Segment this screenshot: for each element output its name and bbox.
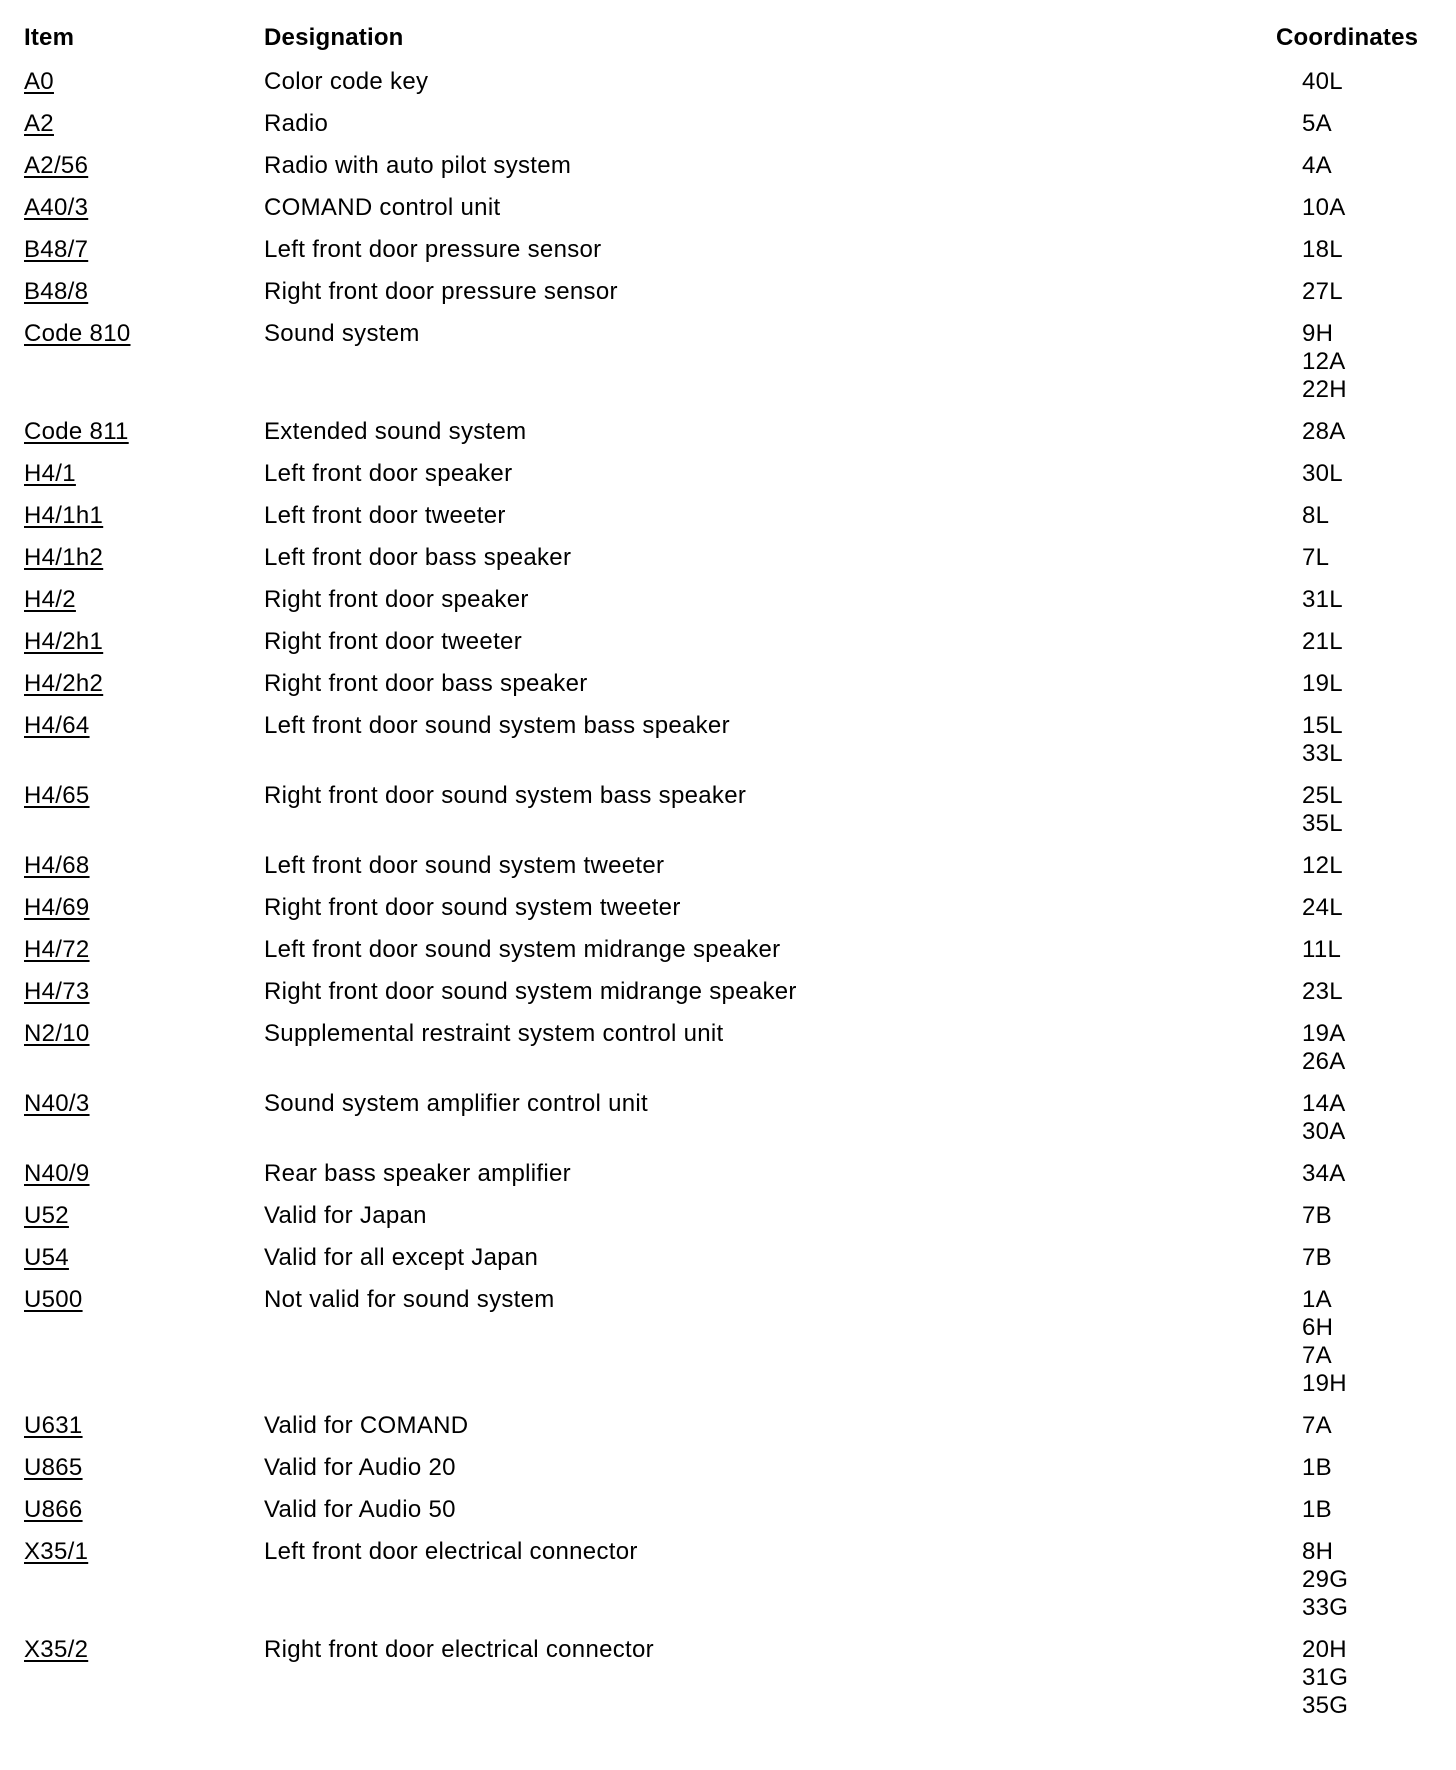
designation-cell: Right front door bass speaker	[264, 670, 588, 697]
item-link[interactable]: H4/68	[24, 852, 90, 879]
table-row	[24, 268, 1434, 310]
coordinate-value: 1A	[1302, 1286, 1332, 1313]
designation-cell: Extended sound system	[264, 418, 527, 445]
designation-cell: Valid for Audio 50	[264, 1496, 456, 1523]
table-row	[24, 142, 1434, 184]
coordinate-value: 5A	[1302, 110, 1332, 137]
coordinate-value: 7B	[1302, 1244, 1332, 1271]
coordinates-cell	[1276, 1192, 1434, 1234]
designation-cell: Right front door sound system midrange speaker	[264, 978, 797, 1005]
coordinate-value: 21L	[1302, 628, 1343, 655]
coordinate-value: 24L	[1302, 894, 1343, 921]
coordinate-value: 27L	[1302, 278, 1343, 305]
item-link[interactable]: B48/8	[24, 278, 89, 305]
item-link[interactable]: A2/56	[24, 152, 89, 179]
coordinates-cell	[1276, 1150, 1434, 1192]
item-cell	[24, 268, 264, 310]
coordinates-cell	[1276, 226, 1434, 268]
coordinates-cell	[1276, 1444, 1434, 1486]
coordinate-value: 6H	[1302, 1314, 1334, 1341]
coordinates-cell	[1276, 1626, 1434, 1724]
coordinate-value: 31G	[1302, 1664, 1349, 1691]
item-cell	[24, 408, 264, 450]
coordinate-value: 10A	[1302, 194, 1346, 221]
coordinate-value: 7A	[1302, 1342, 1332, 1369]
header-item: Item	[24, 24, 75, 51]
table-row	[24, 1402, 1434, 1444]
table-row	[24, 618, 1434, 660]
designation-cell: Left front door speaker	[264, 460, 513, 487]
coordinates-cell	[1276, 184, 1434, 226]
coordinates-cell	[1276, 100, 1434, 142]
item-link[interactable]: U54	[24, 1244, 69, 1271]
coordinates-cell	[1276, 310, 1434, 408]
item-link[interactable]: H4/2h2	[24, 670, 104, 697]
designation-cell: Right front door speaker	[264, 586, 529, 613]
coordinates-cell	[1276, 1276, 1434, 1402]
item-cell	[24, 226, 264, 268]
coordinate-value: 1B	[1302, 1454, 1332, 1481]
coordinate-value: 14A	[1302, 1090, 1346, 1117]
table-body	[24, 56, 1434, 1724]
table-row	[24, 184, 1434, 226]
header-row	[24, 24, 1434, 56]
table-row	[24, 100, 1434, 142]
item-cell	[24, 1234, 264, 1276]
table-row	[24, 926, 1434, 968]
designation-cell: Valid for COMAND	[264, 1412, 469, 1439]
coordinates-cell	[1276, 884, 1434, 926]
item-link[interactable]: H4/72	[24, 936, 90, 963]
item-cell	[24, 450, 264, 492]
table-row	[24, 1080, 1434, 1150]
coordinate-value: 8H	[1302, 1538, 1334, 1565]
table-row	[24, 56, 1434, 100]
item-cell	[24, 100, 264, 142]
item-cell	[24, 1276, 264, 1402]
coordinate-value: 33L	[1302, 740, 1343, 767]
item-link[interactable]: H4/2h1	[24, 628, 104, 655]
item-link[interactable]: U866	[24, 1496, 83, 1523]
item-link[interactable]: H4/69	[24, 894, 90, 921]
coordinate-value: 26A	[1302, 1048, 1346, 1075]
item-link[interactable]: H4/1h2	[24, 544, 104, 571]
coordinate-value: 7B	[1302, 1202, 1332, 1229]
item-link[interactable]: A0	[24, 68, 54, 95]
item-link[interactable]: H4/64	[24, 712, 90, 739]
item-cell	[24, 1486, 264, 1528]
coordinate-value: 12L	[1302, 852, 1343, 879]
coordinate-value: 22H	[1302, 376, 1347, 403]
coordinate-value: 35L	[1302, 810, 1343, 837]
coordinate-value: 28A	[1302, 418, 1346, 445]
coordinate-value: 35G	[1302, 1692, 1349, 1719]
table-row	[24, 1150, 1434, 1192]
coordinates-cell	[1276, 660, 1434, 702]
item-cell	[24, 1528, 264, 1626]
item-cell	[24, 884, 264, 926]
coordinates-cell	[1276, 56, 1434, 100]
designation-cell: Radio with auto pilot system	[264, 152, 572, 179]
coordinate-value: 19L	[1302, 670, 1343, 697]
designation-cell: Not valid for sound system	[264, 1286, 555, 1313]
designation-cell: Right front door electrical connector	[264, 1636, 654, 1663]
coordinates-cell	[1276, 842, 1434, 884]
header-coordinates: Coordinates	[1276, 24, 1419, 51]
table-row	[24, 660, 1434, 702]
coordinates-cell	[1276, 1486, 1434, 1528]
item-cell	[24, 1402, 264, 1444]
item-cell	[24, 1626, 264, 1724]
item-link[interactable]: U631	[24, 1412, 83, 1439]
table-row	[24, 772, 1434, 842]
designation-cell: Right front door tweeter	[264, 628, 522, 655]
coordinate-value: 25L	[1302, 782, 1343, 809]
coordinate-value: 4A	[1302, 152, 1332, 179]
coordinates-cell	[1276, 1402, 1434, 1444]
coordinates-cell	[1276, 618, 1434, 660]
item-cell	[24, 968, 264, 1010]
table-row	[24, 1528, 1434, 1626]
item-link[interactable]: U52	[24, 1202, 69, 1229]
item-link[interactable]: U500	[24, 1286, 83, 1313]
item-cell	[24, 310, 264, 408]
item-cell	[24, 1150, 264, 1192]
item-link[interactable]: H4/73	[24, 978, 90, 1005]
designation-cell: Left front door sound system midrange speaker	[264, 936, 781, 963]
item-cell	[24, 926, 264, 968]
item-link[interactable]: A40/3	[24, 194, 89, 221]
item-link[interactable]: N40/9	[24, 1160, 90, 1187]
item-cell	[24, 660, 264, 702]
designation-cell: Sound system	[264, 320, 420, 347]
designation-cell: Supplemental restraint system control unit	[264, 1020, 724, 1047]
item-link[interactable]: X35/1	[24, 1538, 89, 1565]
item-link[interactable]: X35/2	[24, 1636, 89, 1663]
coordinates-cell	[1276, 492, 1434, 534]
item-cell	[24, 772, 264, 842]
item-link[interactable]: A2	[24, 110, 54, 137]
coordinates-cell	[1276, 1528, 1434, 1626]
item-link[interactable]: Code 810	[24, 320, 131, 347]
coordinate-value: 1B	[1302, 1496, 1332, 1523]
coordinates-cell	[1276, 1234, 1434, 1276]
coordinate-value: 7A	[1302, 1412, 1332, 1439]
coordinate-value: 33G	[1302, 1594, 1349, 1621]
coordinate-value: 9H	[1302, 320, 1334, 347]
coordinates-cell	[1276, 576, 1434, 618]
item-cell	[24, 702, 264, 772]
coordinates-cell	[1276, 926, 1434, 968]
designation-cell: Left front door sound system tweeter	[264, 852, 665, 879]
item-link[interactable]: H4/65	[24, 782, 90, 809]
coordinate-value: 15L	[1302, 712, 1343, 739]
coordinate-value: 8L	[1302, 502, 1330, 529]
table-row	[24, 1234, 1434, 1276]
item-cell	[24, 1010, 264, 1080]
item-cell	[24, 184, 264, 226]
table-row	[24, 1626, 1434, 1724]
item-cell	[24, 492, 264, 534]
coordinate-value: 30L	[1302, 460, 1343, 487]
item-cell	[24, 1444, 264, 1486]
designation-cell: Color code key	[264, 68, 429, 95]
coordinate-value: 19A	[1302, 1020, 1346, 1047]
table-row	[24, 534, 1434, 576]
table-row	[24, 968, 1434, 1010]
designation-cell: Left front door pressure sensor	[264, 236, 602, 263]
item-cell	[24, 56, 264, 100]
coordinates-cell	[1276, 268, 1434, 310]
table-row	[24, 1486, 1434, 1528]
coordinates-cell	[1276, 1010, 1434, 1080]
table-row	[24, 450, 1434, 492]
table-row	[24, 842, 1434, 884]
coordinate-value: 34A	[1302, 1160, 1346, 1187]
coordinates-cell	[1276, 142, 1434, 184]
coordinate-value: 30A	[1302, 1118, 1346, 1145]
designation-cell: Valid for all except Japan	[264, 1244, 539, 1271]
designation-cell: Left front door electrical connector	[264, 1538, 638, 1565]
item-cell	[24, 534, 264, 576]
table-row	[24, 226, 1434, 268]
item-link[interactable]: U865	[24, 1454, 83, 1481]
item-cell	[24, 576, 264, 618]
designation-cell: Right front door sound system tweeter	[264, 894, 681, 921]
coordinate-value: 11L	[1302, 936, 1342, 963]
designation-cell: COMAND control unit	[264, 194, 501, 221]
item-link[interactable]: H4/1h1	[24, 502, 104, 529]
designation-cell: Sound system amplifier control unit	[264, 1090, 648, 1117]
designation-cell: Valid for Audio 20	[264, 1454, 456, 1481]
table-row	[24, 310, 1434, 408]
coordinate-value: 7L	[1302, 544, 1330, 571]
coordinate-value: 20H	[1302, 1636, 1347, 1663]
table-row	[24, 1276, 1434, 1402]
item-cell	[24, 842, 264, 884]
item-link[interactable]: H4/1	[24, 460, 76, 487]
header-designation: Designation	[264, 24, 404, 51]
coordinate-value: 31L	[1302, 586, 1343, 613]
table-row	[24, 884, 1434, 926]
designation-cell: Radio	[264, 110, 329, 137]
coordinate-value: 12A	[1302, 348, 1346, 375]
coordinate-value: 23L	[1302, 978, 1343, 1005]
table-row	[24, 702, 1434, 772]
item-link[interactable]: N40/3	[24, 1090, 90, 1117]
table-row	[24, 408, 1434, 450]
coordinate-value: 29G	[1302, 1566, 1349, 1593]
designation-cell: Left front door sound system bass speaker	[264, 712, 730, 739]
coordinates-cell	[1276, 1080, 1434, 1150]
table-header	[24, 24, 1434, 56]
table-row	[24, 492, 1434, 534]
item-cell	[24, 1080, 264, 1150]
table-row	[24, 1192, 1434, 1234]
coordinates-cell	[1276, 450, 1434, 492]
item-cell	[24, 618, 264, 660]
designation-cell: Left front door tweeter	[264, 502, 506, 529]
item-cell	[24, 1192, 264, 1234]
legend-table	[24, 24, 1434, 1724]
coordinates-cell	[1276, 408, 1434, 450]
designation-cell: Right front door sound system bass speaker	[264, 782, 747, 809]
coordinates-cell	[1276, 968, 1434, 1010]
table-row	[24, 576, 1434, 618]
coordinates-cell	[1276, 702, 1434, 772]
item-link[interactable]: N2/10	[24, 1020, 90, 1047]
item-link[interactable]: Code 811	[24, 418, 129, 445]
designation-cell: Rear bass speaker amplifier	[264, 1160, 571, 1187]
coordinates-cell	[1276, 534, 1434, 576]
coordinate-value: 19H	[1302, 1370, 1347, 1397]
designation-cell: Left front door bass speaker	[264, 544, 572, 571]
coordinate-value: 40L	[1302, 68, 1343, 95]
table-row	[24, 1010, 1434, 1080]
designation-cell: Valid for Japan	[264, 1202, 427, 1229]
item-link[interactable]: H4/2	[24, 586, 76, 613]
coordinate-value: 18L	[1302, 236, 1343, 263]
designation-cell: Right front door pressure sensor	[264, 278, 618, 305]
table-row	[24, 1444, 1434, 1486]
coordinates-cell	[1276, 772, 1434, 842]
item-cell	[24, 142, 264, 184]
item-link[interactable]: B48/7	[24, 236, 89, 263]
